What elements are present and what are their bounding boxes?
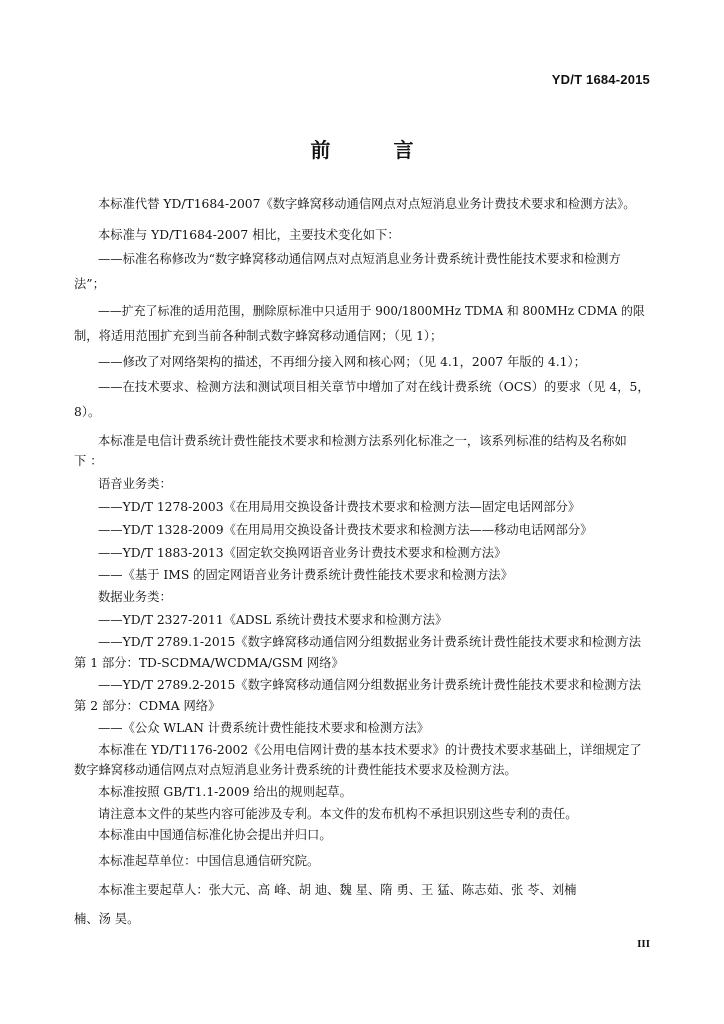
paragraph-line: 请注意本文件的某些内容可能涉及专利。本文件的发布机构不承担识别这些专利的责任。: [98, 807, 578, 821]
list-item-line: ——YD/T 1278-2003《在用局用交换设备计费技术要求和检测方法—固定电话网部分》: [98, 500, 581, 514]
list-item-continuation: 法”；: [74, 277, 105, 291]
list-item-continuation: 第 1 部分：TD-SCDMA/WCDMA/GSM 网络》: [74, 656, 344, 670]
paragraph-line: 本标准主要起草人：张大元、高 峰、胡 迪、魏 星、隋 勇、王 猛、陈志茹、张 苓、刘楠: [98, 883, 577, 897]
list-item-continuation: 8）。: [74, 405, 101, 419]
page-title: 前 言: [310, 138, 442, 162]
list-item-line: ——《基于 IMS 的固定网语音业务计费系统计费性能技术要求和检测方法》: [98, 568, 513, 582]
page-number: III: [637, 938, 650, 950]
paragraph-continuation: 数字蜂窝移动通信网点对点短消息业务计费系统的计费性能技术要求及检测方法。: [74, 763, 517, 777]
list-item-line: ——YD/T 2327-2011《ADSL 系统计费技术要求和检测方法》: [98, 613, 448, 627]
paragraph-line: 本标准起草单位：中国信息通信研究院。: [98, 854, 320, 868]
list-item-line: ——YD/T 1328-2009《在用局用交换设备计费技术要求和检测方法——移动电话网部分》: [98, 523, 593, 537]
paragraph-line: 本标准是电信计费系统计费性能技术要求和检测方法系列化标准之一，该系列标准的结构及名称如: [98, 434, 627, 448]
list-item-continuation: 制，将适用范围扩充到当前各种制式数字蜂窝移动通信网；（见 1）；: [74, 329, 443, 343]
list-item-line: ——扩充了标准的适用范围，删除原标准中只适用于 900/1800MHz TDMA 和 800MHz CDMA 的限: [98, 304, 645, 318]
list-item-continuation: 第 2 部分：CDMA 网络》: [74, 699, 221, 713]
category-heading: 数据业务类：: [98, 590, 172, 604]
paragraph-continuation: 下 ：: [74, 454, 103, 468]
paragraph-line: 本标准按照 GB/T1.1-2009 给出的规则起草。: [98, 785, 352, 799]
paragraph-continuation: 楠、汤 昊。: [74, 912, 140, 926]
paragraph-line: 本标准与 YD/T1684-2007 相比，主要技术变化如下：: [98, 228, 400, 242]
list-item-line: ——YD/T 2789.2-2015《数字蜂窝移动通信网分组数据业务计费系统计费性能技术要求和检测方法: [98, 678, 642, 692]
paragraph-line: 本标准代替 YD/T1684-2007《数字蜂窝移动通信网点对点短消息业务计费技术要求和检测方法》。: [98, 197, 636, 211]
paragraph-line: 本标准在 YD/T1176-2002《公用电信网计费的基本技术要求》的计费技术要求基础上，详细规定了: [98, 743, 642, 757]
list-item-line: ——标准名称修改为“数字蜂窝移动通信网点对点短消息业务计费系统计费性能技术要求和检测方: [98, 252, 621, 266]
list-item-line: ——YD/T 2789.1-2015《数字蜂窝移动通信网分组数据业务计费系统计费性能技术要求和检测方法: [98, 635, 642, 649]
list-item-line: ——YD/T 1883-2013《固定软交换网语音业务计费技术要求和检测方法》: [98, 546, 507, 560]
list-item-line: ——在技术要求、检测方法和测试项目相关章节中增加了对在线计费系统（OCS）的要求（见 4，5，: [98, 380, 650, 394]
list-item-line: ——修改了对网络架构的描述，不再细分接入网和核心网；（见 4.1，2007 年版的 4.1）；: [98, 355, 586, 369]
paragraph-line: 本标准由中国通信标准化协会提出并归口。: [98, 828, 332, 842]
standard-code: YD/T 1684-2015: [551, 72, 650, 87]
category-heading: 语音业务类：: [98, 477, 172, 491]
list-item-line: ——《公众 WLAN 计费系统计费性能技术要求和检测方法》: [98, 721, 430, 735]
